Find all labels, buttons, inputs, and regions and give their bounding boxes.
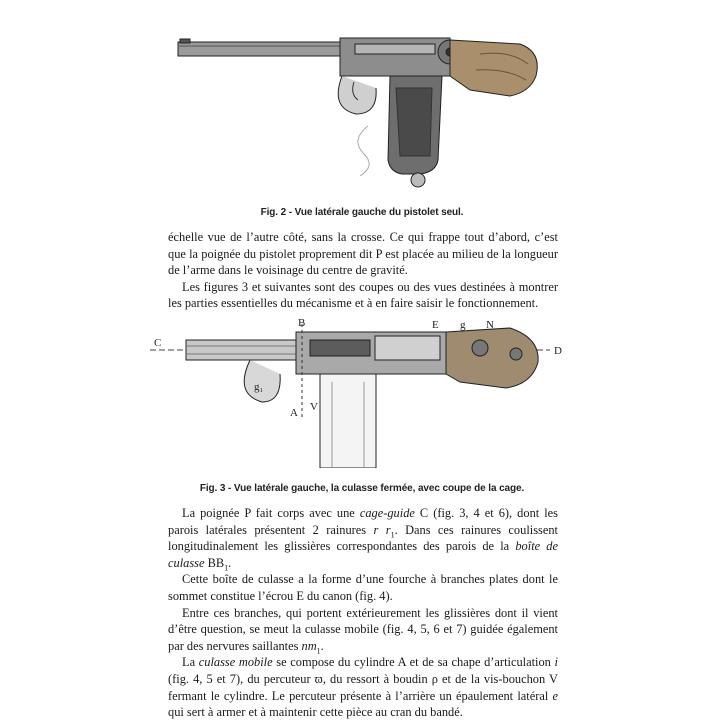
figure-2-caption: Fig. 2 - Vue latérale gauche du pistolet seul. <box>260 207 464 218</box>
figure-3-label-b: B <box>298 318 306 329</box>
paragraph: La culasse mobile se compose du cylindre A et de sa chape d’articulation i (fig. 4, 5 et 7), du percuteur ϖ, du ressort à boudin ρ et de la vis-bouchon V fermant le cylindre. Le percuteur présente à l’arrière un épaulement latéral e qui sert à armer et à maintenir cette pièce au cran du bandé. <box>168 655 558 720</box>
figure-3-label-d: D <box>554 345 562 357</box>
figure-3-label-c: C <box>154 337 162 349</box>
paragraph: Les figures 3 et suivantes sont des coupes ou des vues destinées à montrer les parties essentielles du mécanisme et à en faire saisir le fonctionnement. <box>168 279 558 311</box>
figure-3-label-n: N <box>486 319 494 331</box>
paragraph: Entre ces branches, qui portent extérieurement les glissières dont il vient d’être question, se meut la culasse mobile (fig. 4, 5, 6 et 7) guidée également par des nervures saillantes $nm_1$. <box>168 605 558 656</box>
figure-3-label-a: A <box>290 407 298 419</box>
paragraph: échelle vue de l’autre côté, sans la crosse. Ce qui frappe tout d’abord, c’est que la poignée du pistolet proprement dit P est placée au milieu de la longueur de l’arme dans le voisinage du centre de gravité. <box>168 230 558 278</box>
paragraph: Cette boîte de culasse a la forme d’une fourche à branches plates dont le sommet constitue l’écrou E du canon (fig. 4). <box>168 572 558 603</box>
figure-3-label-g: g <box>460 319 466 331</box>
figure-3-label-v: V <box>310 401 318 413</box>
figure-3-cutaway-illustration <box>150 318 570 468</box>
figure-3-label-g1: g₁ <box>254 381 264 393</box>
paragraph: La poignée P fait corps avec une cage-guide C (fig. 3, 4 et 6), dont les parois latérales présentent 2 rainures r $r_1$. Dans ces rainures coulissent longitudinalement les glissières correspondantes des parois de la boîte de culasse $BB_1$. <box>168 506 559 573</box>
figure-3-caption: Fig. 3 - Vue latérale gauche, la culasse fermée, avec coupe de la cage. <box>199 483 525 494</box>
text-block-1 <box>168 229 558 312</box>
text-block-2 <box>168 505 558 721</box>
figure-3-label-e: E <box>432 319 439 331</box>
figure-2-pistol-illustration <box>150 30 570 200</box>
